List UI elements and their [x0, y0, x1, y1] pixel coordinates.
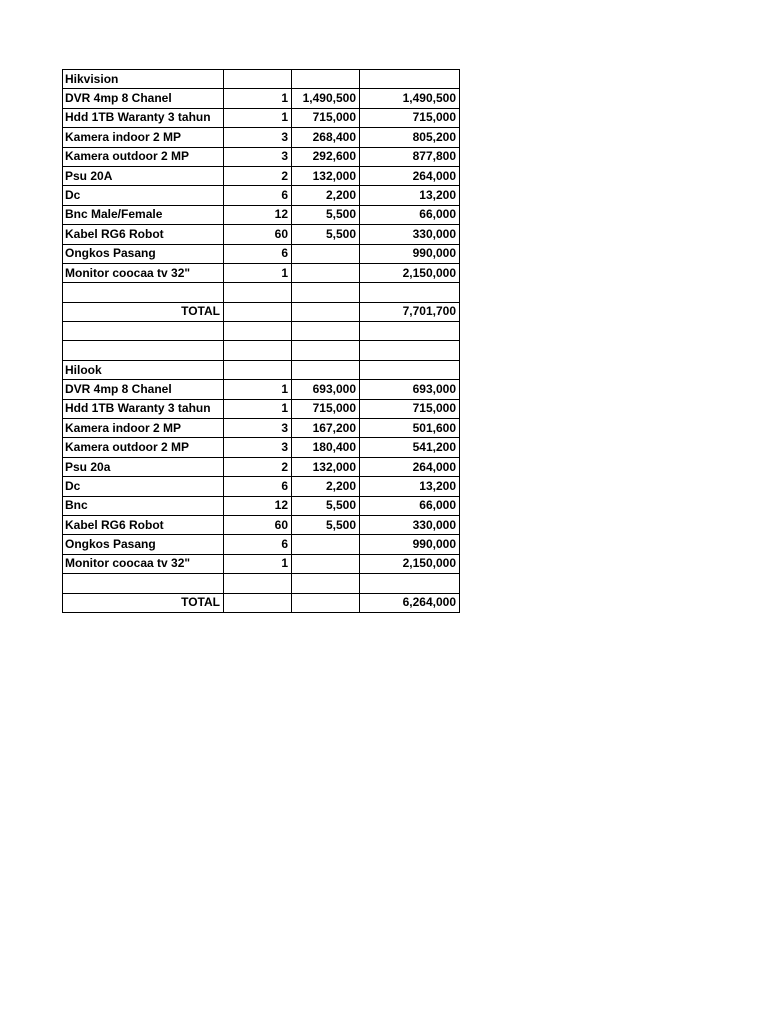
item-total: 13,200: [360, 186, 460, 205]
item-qty: 3: [224, 128, 292, 147]
item-qty: 60: [224, 225, 292, 244]
item-total: 877,800: [360, 147, 460, 166]
item-total: 2,150,000: [360, 263, 460, 282]
empty-row: [63, 574, 460, 593]
item-name: Bnc: [63, 496, 224, 515]
empty-cell: [292, 302, 360, 321]
item-price: 2,200: [292, 477, 360, 496]
table-row: [63, 147, 460, 166]
empty-cell: [292, 283, 360, 302]
item-price: 715,000: [292, 108, 360, 127]
total-label: TOTAL: [63, 593, 224, 612]
empty-cell: [360, 322, 460, 341]
item-qty: 6: [224, 535, 292, 554]
item-qty: 6: [224, 186, 292, 205]
empty-cell: [224, 70, 292, 89]
empty-cell: [224, 322, 292, 341]
item-qty: 1: [224, 89, 292, 108]
table-row: [63, 477, 460, 496]
item-name: Hdd 1TB Waranty 3 tahun: [63, 108, 224, 127]
item-price: 715,000: [292, 399, 360, 418]
item-price: [292, 535, 360, 554]
table-row: [63, 496, 460, 515]
item-total: 715,000: [360, 108, 460, 127]
empty-cell: [224, 283, 292, 302]
item-total: 990,000: [360, 244, 460, 263]
item-price: 132,000: [292, 457, 360, 476]
item-total: 541,200: [360, 438, 460, 457]
item-name: Monitor coocaa tv 32": [63, 554, 224, 573]
empty-cell: [292, 574, 360, 593]
table-row: [63, 535, 460, 554]
table-row: [63, 244, 460, 263]
item-total: 66,000: [360, 496, 460, 515]
table-row: [63, 205, 460, 224]
item-price: 268,400: [292, 128, 360, 147]
item-name: Hdd 1TB Waranty 3 tahun: [63, 399, 224, 418]
item-price: 5,500: [292, 496, 360, 515]
item-price: 5,500: [292, 225, 360, 244]
item-price: 5,500: [292, 205, 360, 224]
empty-cell: [360, 574, 460, 593]
empty-cell: [224, 593, 292, 612]
item-price: [292, 263, 360, 282]
item-price: [292, 554, 360, 573]
item-total: 1,490,500: [360, 89, 460, 108]
empty-row: [63, 341, 460, 360]
empty-cell: [224, 341, 292, 360]
item-qty: 2: [224, 166, 292, 185]
item-qty: 3: [224, 147, 292, 166]
empty-cell: [224, 302, 292, 321]
item-qty: 60: [224, 515, 292, 534]
table-row: [63, 225, 460, 244]
table-row: [63, 457, 460, 476]
empty-cell: [292, 360, 360, 379]
item-qty: 3: [224, 438, 292, 457]
empty-cell: [224, 574, 292, 593]
item-total: 330,000: [360, 515, 460, 534]
empty-cell: [292, 70, 360, 89]
empty-cell: [292, 593, 360, 612]
table-row: [63, 554, 460, 573]
section-header-row: [63, 70, 460, 89]
item-price: 180,400: [292, 438, 360, 457]
item-total: 330,000: [360, 225, 460, 244]
item-total: 501,600: [360, 419, 460, 438]
table-row: [63, 108, 460, 127]
item-total: 66,000: [360, 205, 460, 224]
item-name: DVR 4mp 8 Chanel: [63, 89, 224, 108]
item-name: Kabel RG6 Robot: [63, 225, 224, 244]
table-row: [63, 89, 460, 108]
item-total: 2,150,000: [360, 554, 460, 573]
item-name: Monitor coocaa tv 32": [63, 263, 224, 282]
item-name: Psu 20A: [63, 166, 224, 185]
item-name: Ongkos Pasang: [63, 244, 224, 263]
empty-cell: [292, 341, 360, 360]
section-header-row: [63, 360, 460, 379]
item-qty: 6: [224, 477, 292, 496]
table-row: [63, 186, 460, 205]
empty-cell: [63, 283, 224, 302]
item-name: Kamera outdoor 2 MP: [63, 438, 224, 457]
item-price: 5,500: [292, 515, 360, 534]
item-price: 1,490,500: [292, 89, 360, 108]
item-total: 13,200: [360, 477, 460, 496]
item-name: Dc: [63, 477, 224, 496]
item-qty: 2: [224, 457, 292, 476]
empty-cell: [360, 341, 460, 360]
table-row: [63, 263, 460, 282]
empty-cell: [63, 574, 224, 593]
table-row: [63, 380, 460, 399]
total-value: 7,701,700: [360, 302, 460, 321]
empty-cell: [63, 322, 224, 341]
table-row: [63, 438, 460, 457]
empty-row: [63, 283, 460, 302]
item-price: 167,200: [292, 419, 360, 438]
item-name: Kabel RG6 Robot: [63, 515, 224, 534]
item-price: 292,600: [292, 147, 360, 166]
item-qty: 1: [224, 108, 292, 127]
table-row: [63, 166, 460, 185]
price-table-body: [63, 70, 460, 613]
item-price: [292, 244, 360, 263]
item-total: 990,000: [360, 535, 460, 554]
table-row: [63, 419, 460, 438]
item-total: 805,200: [360, 128, 460, 147]
empty-row: [63, 322, 460, 341]
brand-name: Hikvision: [63, 70, 224, 89]
brand-name: Hilook: [63, 360, 224, 379]
item-qty: 12: [224, 205, 292, 224]
empty-cell: [360, 70, 460, 89]
item-name: Bnc Male/Female: [63, 205, 224, 224]
empty-cell: [360, 360, 460, 379]
item-qty: 1: [224, 399, 292, 418]
item-total: 693,000: [360, 380, 460, 399]
empty-cell: [224, 360, 292, 379]
item-name: DVR 4mp 8 Chanel: [63, 380, 224, 399]
total-label: TOTAL: [63, 302, 224, 321]
total-row: [63, 302, 460, 321]
item-qty: 1: [224, 263, 292, 282]
item-price: 132,000: [292, 166, 360, 185]
item-name: Dc: [63, 186, 224, 205]
item-total: 264,000: [360, 166, 460, 185]
price-table: [62, 69, 460, 613]
item-qty: 6: [224, 244, 292, 263]
empty-cell: [63, 341, 224, 360]
item-name: Kamera indoor 2 MP: [63, 128, 224, 147]
item-name: Psu 20a: [63, 457, 224, 476]
total-value: 6,264,000: [360, 593, 460, 612]
item-price: 2,200: [292, 186, 360, 205]
item-name: Kamera indoor 2 MP: [63, 419, 224, 438]
item-qty: 1: [224, 380, 292, 399]
item-name: Kamera outdoor 2 MP: [63, 147, 224, 166]
item-qty: 1: [224, 554, 292, 573]
empty-cell: [292, 322, 360, 341]
item-total: 264,000: [360, 457, 460, 476]
table-row: [63, 515, 460, 534]
empty-cell: [360, 283, 460, 302]
item-total: 715,000: [360, 399, 460, 418]
table-row: [63, 399, 460, 418]
total-row: [63, 593, 460, 612]
item-qty: 12: [224, 496, 292, 515]
item-price: 693,000: [292, 380, 360, 399]
item-qty: 3: [224, 419, 292, 438]
table-row: [63, 128, 460, 147]
item-name: Ongkos Pasang: [63, 535, 224, 554]
